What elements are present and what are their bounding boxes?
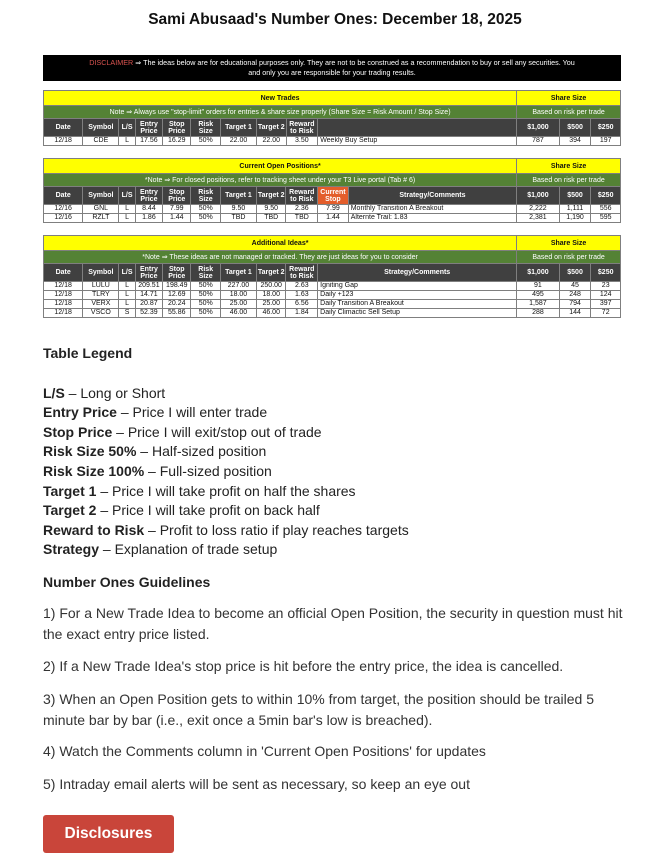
- legend-term: Target 1: [43, 483, 97, 499]
- cell: L: [119, 137, 135, 146]
- column-header-empty: [318, 119, 517, 137]
- guideline-item: 3) When an Open Position gets to within 10% from target, the position should be trailed 5 minute bar by bar (i.e., exit once a 5min bar's low is breached).: [43, 691, 594, 728]
- cell: 1.44: [163, 214, 191, 223]
- legend-item: [43, 404, 267, 420]
- legend-desc: – Explanation of trade setup: [99, 541, 278, 557]
- additional-ideas-note: *Note ⇒ These ideas are not managed or tracked. They are just ideas for you to consider: [44, 251, 517, 264]
- legend-term: L/S: [43, 385, 65, 401]
- cell: 288: [517, 309, 560, 318]
- cell: 7.99: [318, 205, 349, 214]
- cell: 12/18: [44, 309, 83, 318]
- column-header-current-stop: Current Stop: [318, 187, 349, 205]
- disclaimer-text-2: and only you are responsible for your trading results.: [248, 68, 416, 77]
- cell: 144: [559, 309, 591, 318]
- legend-term: Stop Price: [43, 424, 113, 440]
- cell: TBD: [256, 214, 285, 223]
- cell: 46.00: [256, 309, 285, 318]
- cell: 595: [591, 214, 621, 223]
- cell: 495: [517, 291, 560, 300]
- column-header: Target 2: [257, 119, 287, 137]
- table-row: [44, 300, 621, 309]
- disclaimer-label: DISCLAIMER: [89, 58, 134, 67]
- legend-desc: – Half-sized position: [136, 443, 267, 459]
- column-header: $500: [559, 187, 591, 205]
- cell: 394: [559, 137, 591, 146]
- column-header: $1,000: [517, 264, 560, 282]
- cell: Daily +123: [318, 291, 517, 300]
- cell: 12/18: [44, 291, 83, 300]
- column-header: Entry Price: [135, 119, 162, 137]
- column-header: Risk Size: [191, 119, 221, 137]
- column-header: $250: [591, 264, 621, 282]
- cell: 1,190: [559, 214, 591, 223]
- cell: GNL: [83, 205, 119, 214]
- cell: L: [119, 214, 135, 223]
- column-header: Target 1: [220, 119, 256, 137]
- share-size-subtitle: Based on risk per trade: [517, 251, 621, 264]
- share-size-title: Share Size: [517, 91, 621, 106]
- legend-desc: – Price I will enter trade: [116, 404, 268, 420]
- column-header: Stop Price: [163, 187, 191, 205]
- column-header: Strategy/Comments: [348, 187, 516, 205]
- cell: 198.49: [163, 282, 191, 291]
- column-header: L/S: [119, 119, 135, 137]
- cell: 25.00: [256, 300, 285, 309]
- table-row: [44, 214, 621, 223]
- legend-item: [43, 463, 272, 479]
- column-header: Entry Price: [135, 187, 162, 205]
- guideline-item: 5) Intraday email alerts will be sent as necessary, so keep an eye out: [43, 776, 470, 792]
- cell: 1,111: [559, 205, 591, 214]
- legend-item: [43, 385, 165, 401]
- table-row: [44, 137, 621, 146]
- cell: 12/18: [44, 282, 83, 291]
- open-positions-title: Current Open Positions*: [44, 159, 517, 174]
- legend-desc: – Price I will exit/stop out of trade: [112, 424, 322, 440]
- cell: 12/16: [44, 205, 83, 214]
- new-trades-table: [43, 90, 621, 146]
- cell: TBD: [220, 214, 256, 223]
- legend-item: [43, 541, 277, 557]
- cell: L: [119, 282, 135, 291]
- cell: 7.99: [163, 205, 191, 214]
- column-header: Symbol: [83, 119, 119, 137]
- table-row: [44, 205, 621, 214]
- cell: 55.86: [163, 309, 191, 318]
- column-header: Date: [44, 264, 83, 282]
- legend-desc: – Full-sized position: [144, 463, 272, 479]
- cell: 50%: [191, 214, 220, 223]
- cell: Daily Transition A Breakout: [318, 300, 517, 309]
- guideline-item: 4) Watch the Comments column in 'Current Open Positions' for updates: [43, 743, 486, 759]
- cell: 18.00: [256, 291, 285, 300]
- cell: 787: [517, 137, 560, 146]
- legend-desc: – Price I will take profit on half the shares: [96, 483, 356, 499]
- cell: 22.00: [257, 137, 287, 146]
- column-header: Stop Price: [163, 119, 191, 137]
- legend-term: Reward to Risk: [43, 522, 145, 538]
- disclaimer-text-1: The ideas below are for educational purposes only. They are not to be construed as a recommendation to buy or sell any securities. You: [143, 58, 575, 67]
- cell: 50%: [191, 300, 220, 309]
- column-header: Target 2: [256, 187, 285, 205]
- cell: 2,381: [517, 214, 560, 223]
- new-trades-title: New Trades: [44, 91, 517, 106]
- share-size-subtitle: Based on risk per trade: [517, 174, 621, 187]
- column-header: Target 1: [220, 264, 256, 282]
- legend-term: Entry Price: [43, 404, 117, 420]
- legend-desc: – Profit to loss ratio if play reaches targets: [144, 522, 409, 538]
- cell: 12/18: [44, 300, 83, 309]
- legend-desc: – Price I will take profit on back half: [96, 502, 320, 518]
- column-header: Date: [44, 119, 83, 137]
- column-header: L/S: [119, 187, 135, 205]
- cell: 72: [591, 309, 621, 318]
- legend-desc: – Long or Short: [64, 385, 166, 401]
- cell: 2,222: [517, 205, 560, 214]
- column-header: $250: [591, 119, 621, 137]
- table-row: [44, 309, 621, 318]
- cell: VSCO: [83, 309, 119, 318]
- share-size-title: Share Size: [517, 236, 621, 251]
- arrow-icon: ⇒: [135, 58, 142, 67]
- cell: 18.00: [220, 291, 256, 300]
- column-header: Reward to Risk: [286, 119, 318, 137]
- cell: Igniting Gap: [318, 282, 517, 291]
- cell: 20.87: [135, 300, 162, 309]
- table-row: [44, 282, 621, 291]
- cell: 50%: [191, 282, 220, 291]
- cell: VERX: [83, 300, 119, 309]
- cell: S: [119, 309, 135, 318]
- cell: 1.63: [286, 291, 318, 300]
- column-header: Symbol: [83, 187, 119, 205]
- cell: 227.00: [220, 282, 256, 291]
- column-header: Reward to Risk: [286, 264, 318, 282]
- column-header: Strategy/Comments: [318, 264, 517, 282]
- open-positions-note: *Note ⇒ For closed positions, refer to tracking sheet under your T3 Live portal (Tab # 6): [44, 174, 517, 187]
- page-title: Sami Abusaad's Number Ones: December 18, 2025: [148, 11, 522, 28]
- column-header: L/S: [119, 264, 135, 282]
- guidelines-heading: Number Ones Guidelines: [43, 574, 211, 590]
- cell: 2.36: [286, 205, 318, 214]
- cell: 3.50: [286, 137, 318, 146]
- cell: TBD: [286, 214, 318, 223]
- cell: 12/16: [44, 214, 83, 223]
- legend-item: [43, 502, 320, 518]
- guideline-item: 1) For a New Trade Idea to become an official Open Position, the security in question must hit the exact entry price listed.: [43, 605, 623, 642]
- column-header: $500: [559, 264, 591, 282]
- cell: 50%: [191, 205, 220, 214]
- cell: RZLT: [83, 214, 119, 223]
- cell: L: [119, 291, 135, 300]
- cell: LULU: [83, 282, 119, 291]
- additional-ideas-title: Additional Ideas*: [44, 236, 517, 251]
- cell: 124: [591, 291, 621, 300]
- column-header: Date: [44, 187, 83, 205]
- cell: Alternte Trail: 1.83: [348, 214, 516, 223]
- cell: 8.44: [135, 205, 162, 214]
- cell: 16.29: [163, 137, 191, 146]
- disclosures-button[interactable]: Disclosures: [43, 815, 174, 853]
- cell: 1.44: [318, 214, 349, 223]
- column-header: $1,000: [517, 187, 560, 205]
- share-size-subtitle: Based on risk per trade: [517, 106, 621, 119]
- column-header: Target 1: [220, 187, 256, 205]
- cell: 6.56: [286, 300, 318, 309]
- cell: 50%: [191, 291, 220, 300]
- column-header: Stop Price: [163, 264, 191, 282]
- cell: TLRY: [83, 291, 119, 300]
- cell: 23: [591, 282, 621, 291]
- cell: Monthly Transition A Breakout: [348, 205, 516, 214]
- cell: 1.84: [286, 309, 318, 318]
- column-header: $500: [559, 119, 591, 137]
- cell: 9.50: [256, 205, 285, 214]
- cell: 794: [559, 300, 591, 309]
- cell: 46.00: [220, 309, 256, 318]
- legend-item: [43, 522, 409, 538]
- cell: 12/18: [44, 137, 83, 146]
- cell: 12.69: [163, 291, 191, 300]
- cell: 20.24: [163, 300, 191, 309]
- cell: 1,587: [517, 300, 560, 309]
- legend-item: [43, 443, 266, 459]
- cell: 9.50: [220, 205, 256, 214]
- column-header: Reward to Risk: [286, 187, 318, 205]
- cell: 248: [559, 291, 591, 300]
- cell: 22.00: [220, 137, 256, 146]
- cell: 25.00: [220, 300, 256, 309]
- cell: Daily Climactic Sell Setup: [318, 309, 517, 318]
- cell: 50%: [191, 309, 220, 318]
- legend-term: Target 2: [43, 502, 97, 518]
- guideline-item: 2) If a New Trade Idea's stop price is hit before the entry price, the idea is cancelled.: [43, 658, 564, 674]
- open-positions-table: [43, 158, 621, 223]
- disclaimer-banner: [43, 55, 621, 81]
- cell: 91: [517, 282, 560, 291]
- column-header: $250: [591, 187, 621, 205]
- legend-item: [43, 483, 356, 499]
- legend-heading: Table Legend: [43, 345, 133, 361]
- cell: 50%: [191, 137, 221, 146]
- additional-ideas-table: [43, 235, 621, 318]
- column-header: $1,000: [517, 119, 560, 137]
- cell: 1.86: [135, 214, 162, 223]
- cell: L: [119, 300, 135, 309]
- cell: L: [119, 205, 135, 214]
- cell: Weekly Buy Setup: [318, 137, 517, 146]
- cell: 17.56: [135, 137, 162, 146]
- cell: 197: [591, 137, 621, 146]
- cell: 2.63: [286, 282, 318, 291]
- cell: 397: [591, 300, 621, 309]
- legend-item: [43, 424, 322, 440]
- column-header: Risk Size: [191, 187, 220, 205]
- cell: 14.71: [135, 291, 162, 300]
- legend-term: Risk Size 100%: [43, 463, 145, 479]
- new-trades-note: Note ⇒ Always use "stop-limit" orders for entries & share size properly (Share Size = Risk Amount / Stop Size): [44, 106, 517, 119]
- legend-term: Risk Size 50%: [43, 443, 137, 459]
- cell: 209.51: [135, 282, 162, 291]
- cell: 52.39: [135, 309, 162, 318]
- column-header: Target 2: [256, 264, 285, 282]
- column-header: Entry Price: [135, 264, 162, 282]
- legend-term: Strategy: [43, 541, 100, 557]
- column-header: Risk Size: [191, 264, 220, 282]
- cell: 556: [591, 205, 621, 214]
- cell: 250.00: [256, 282, 285, 291]
- cell: CDE: [83, 137, 119, 146]
- cell: 45: [559, 282, 591, 291]
- column-header: Symbol: [83, 264, 119, 282]
- table-row: [44, 291, 621, 300]
- share-size-title: Share Size: [517, 159, 621, 174]
